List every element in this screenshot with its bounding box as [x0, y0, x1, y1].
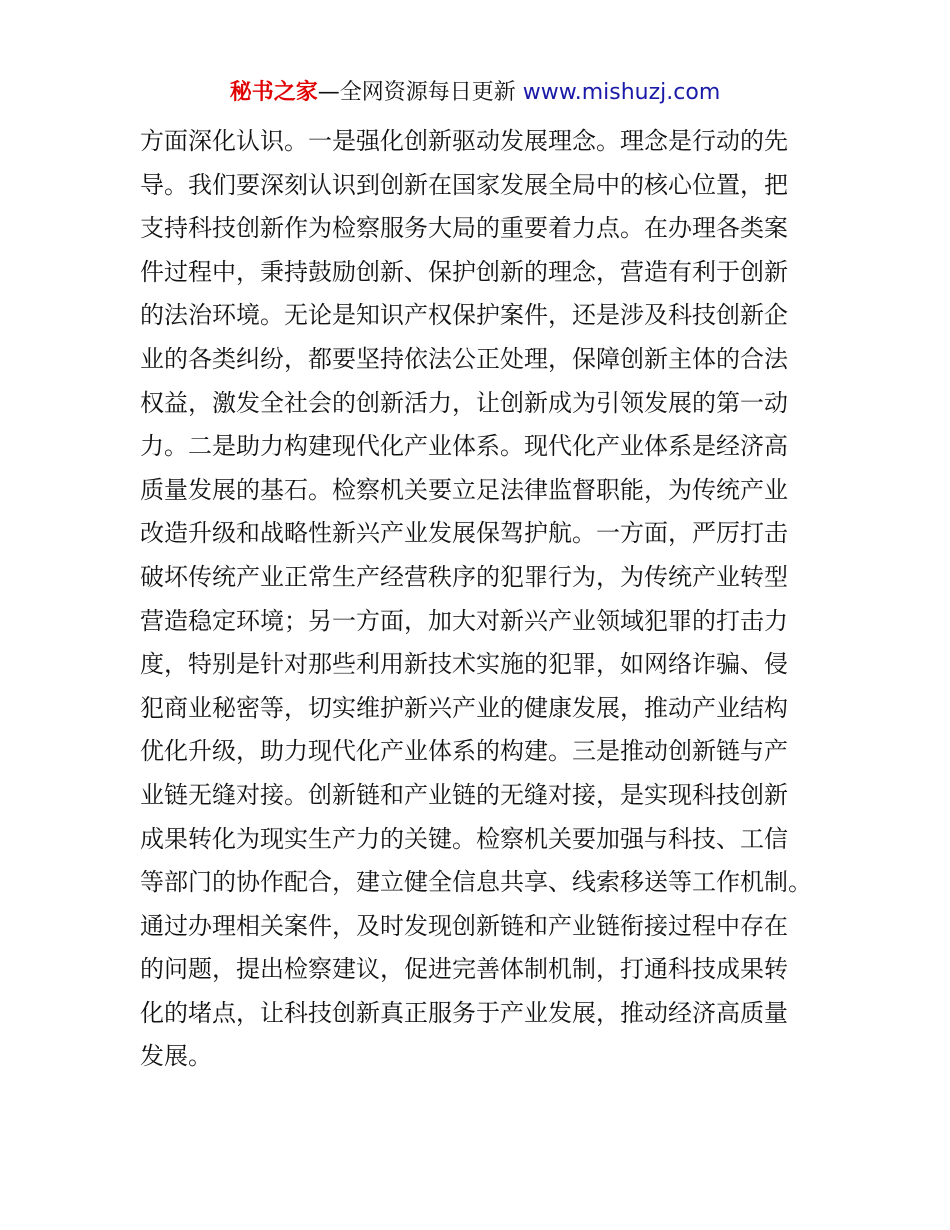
- text-line: 件过程中，秉持鼓励创新、保护创新的理念，营造有利于创新: [140, 257, 788, 286]
- text-line: 导。我们要深刻认识到创新在国家发展全局中的核心位置，把: [140, 170, 788, 199]
- text-line: 营造稳定环境；另一方面，加大对新兴产业领域犯罪的打击力: [140, 606, 788, 635]
- brand-name: 秘书之家: [229, 80, 318, 105]
- text-line: 支持科技创新作为检察服务大局的重要着力点。在办理各类案: [140, 214, 788, 243]
- text-line: 权益，激发全社会的创新活力，让创新成为引领发展的第一动: [140, 388, 788, 417]
- body-paragraph: [140, 120, 816, 1079]
- text-line: 发展。: [140, 1042, 212, 1071]
- text-line: 犯商业秘密等，切实维护新兴产业的健康发展，推动产业结构: [140, 693, 788, 722]
- text-line: 的问题，提出检察建议，促进完善体制机制，打通科技成果转: [140, 955, 788, 984]
- text-line: 等部门的协作配合，建立健全信息共享、线索移送等工作机制。: [140, 868, 812, 897]
- page-header: [0, 76, 950, 110]
- site-url-link[interactable]: www.mishuzj.com: [522, 80, 721, 105]
- text-line: 质量发展的基石。检察机关要立足法律监督职能，为传统产业: [140, 475, 788, 504]
- header-tagline: —全网资源每日更新: [317, 80, 523, 105]
- text-line: 业的各类纠纷，都要坚持依法公正处理，保障创新主体的合法: [140, 344, 788, 373]
- text-line: 改造升级和战略性新兴产业发展保驾护航。一方面，严厉打击: [140, 519, 788, 548]
- text-line: 度，特别是针对那些利用新技术实施的犯罪，如网络诈骗、侵: [140, 650, 788, 679]
- text-line: 优化升级，助力现代化产业体系的构建。三是推动创新链与产: [140, 737, 788, 766]
- text-line: 方面深化认识。一是强化创新驱动发展理念。理念是行动的先: [140, 127, 788, 155]
- text-line: 成果转化为现实生产力的关键。检察机关要加强与科技、工信: [140, 824, 788, 853]
- text-line: 破坏传统产业正常生产经营秩序的犯罪行为，为传统产业转型: [140, 562, 788, 591]
- text-line: 的法治环境。无论是知识产权保护案件，还是涉及科技创新企: [140, 301, 788, 330]
- text-line: 化的堵点，让科技创新真正服务于产业发展，推动经济高质量: [140, 998, 788, 1027]
- text-line: 业链无缝对接。创新链和产业链的无缝对接，是实现科技创新: [140, 780, 788, 809]
- text-line: 通过办理相关案件，及时发现创新链和产业链衔接过程中存在: [140, 911, 788, 940]
- text-line: 力。二是助力构建现代化产业体系。现代化产业体系是经济高: [140, 432, 788, 461]
